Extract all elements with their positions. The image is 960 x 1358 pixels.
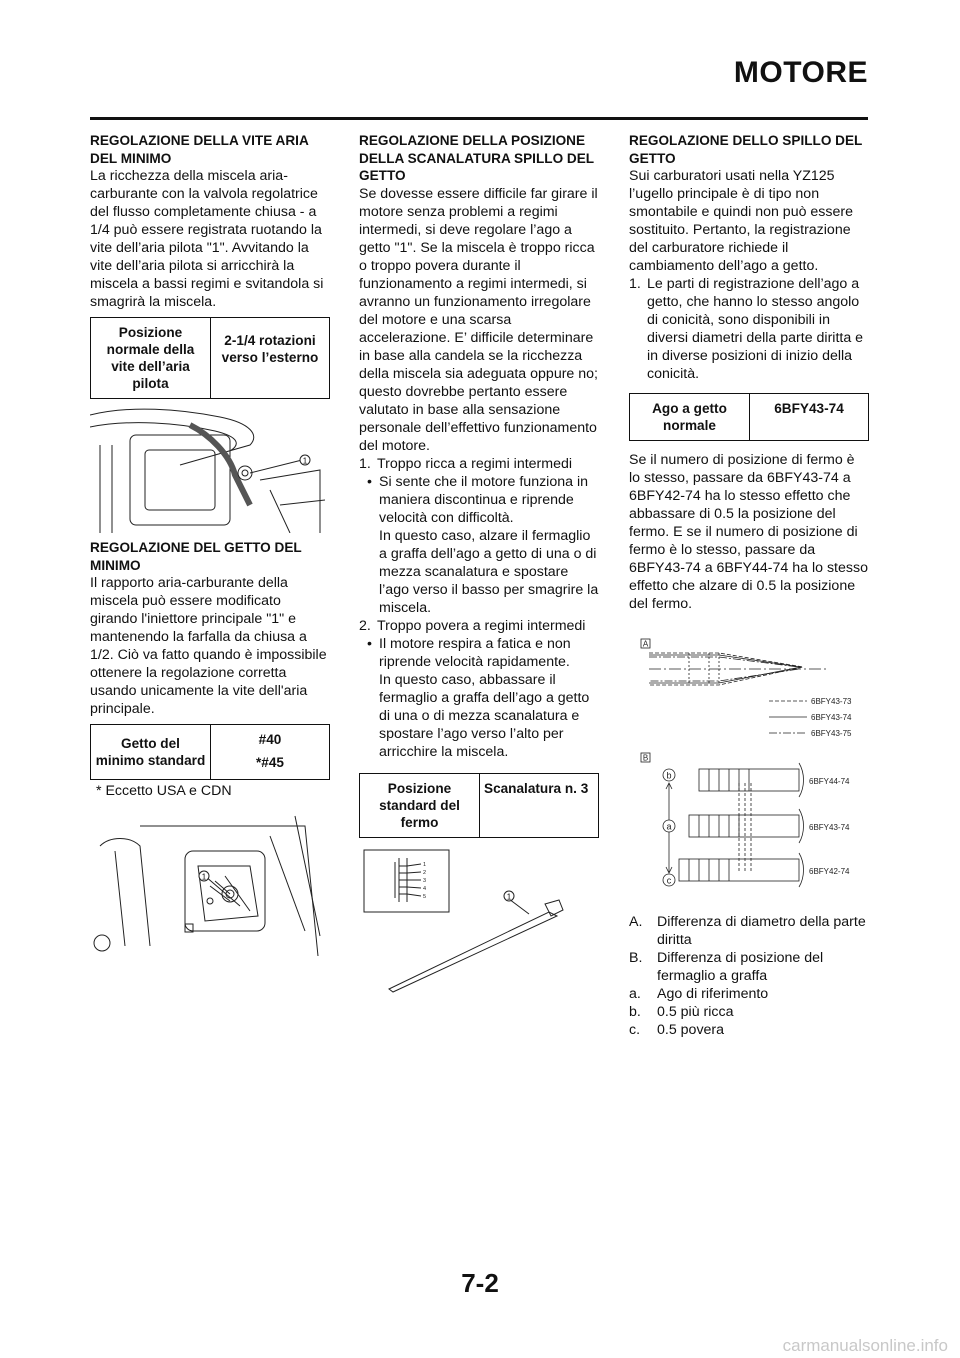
- section-heading-jet-needle-clip: REGOLAZIONE DELLA POSIZIONE DELLA SCANALATURA SPILLO DEL GETTO: [359, 133, 594, 183]
- bullet-icon: •: [367, 635, 372, 652]
- legend-key: c.: [629, 1022, 641, 1038]
- fig-label-a: A: [642, 639, 649, 649]
- section-text-needle-change: Se il numero di posizione di fermo è lo stesso, passare da 6BFY43-74 a 6BFY42-74 ha lo stesso effetto che abbassare di 0.5 la posizione del fermo. E se il numero di posizione di fermo è lo stesso, passare da 6BFY43-74 a 6BFY44-74 ha lo stesso effetto che alzare di 0.5 la posizione del fermo.: [629, 452, 868, 612]
- list-item: [359, 617, 599, 635]
- section-text-pilot-air-screw: La ricchezza della miscela aria-carburante con la valvola regolatrice del flusso completamente chiusa - a 1/4 può essere registrata ruotando la vite dell’aria pilota "1". Avvitando la vite dell’aria pilota si arricchirà la miscela a bassi regimi e svitandola si smagrirà la miscela.: [90, 168, 324, 310]
- watermark[interactable]: carmanualsonline.info: [782, 1336, 948, 1355]
- notch-label: 1: [423, 861, 427, 868]
- figure-legend: [629, 913, 869, 1039]
- legend-key: a.: [629, 986, 641, 1002]
- step-text: Le parti di registrazione dell’ago a getto, che hanno lo stesso angolo di conicità, sono disponibili in diversi diametri della parte diritta e in diverse posizioni di inizio della conicità.: [647, 276, 864, 382]
- spec-table-needle-clip: [359, 773, 599, 838]
- step-text: Troppo ricca a regimi intermedi: [377, 455, 573, 472]
- notch-label: 2: [423, 869, 427, 876]
- spec-label: Posizione normale della vite dell’aria pilota: [91, 318, 211, 398]
- bullet-text-line: In questo caso, alzare il fermaglio a graffa dell’ago a getto di una o di mezza scanalatura e spostare l’ago verso il basso per smagrire la miscela.: [379, 527, 599, 616]
- step-text: Troppo povera a regimi intermedi: [377, 617, 586, 634]
- needle-model-label: 6BFY42-74: [809, 867, 850, 876]
- callout-1: 1: [506, 892, 512, 901]
- step-number: 2.: [359, 617, 371, 634]
- pilot-air-screw-illustration: [90, 405, 330, 533]
- page-title: MOTORE: [733, 56, 868, 89]
- bullet-text-line: Si sente che il motore funziona in maniera discontinua e riprende velocità con difficoltà.: [379, 473, 588, 526]
- spec-value: 6BFY43-74: [774, 401, 844, 416]
- pilot-jet-illustration: [90, 806, 330, 956]
- spec-label: Getto del minimo standard: [91, 725, 211, 779]
- spec-label: Ago a getto normale: [630, 394, 750, 440]
- column-2: [359, 132, 599, 1000]
- bullet-text-line: Il motore respira a fatica e non riprende velocità rapidamente.: [379, 635, 571, 670]
- section-heading-pilot-jet: REGOLAZIONE DEL GETTO DEL MINIMO: [90, 540, 302, 573]
- needle-diagram: [629, 633, 869, 903]
- section-text-jet-needle: Sui carburatori usati nella YZ125 l’ugello principale è di tipo non smontabile e quindi non può essere sostituito. Pertanto, la registrazione del carburatore richiede il cambiamento dell’ago a getto.: [629, 168, 854, 274]
- spec-footnote: * Eccetto USA e CDN: [96, 783, 232, 799]
- legend-item: [629, 1003, 869, 1021]
- callout-1: 1: [302, 456, 308, 466]
- notch-label: 5: [423, 893, 427, 900]
- key-label-a: a: [666, 821, 672, 832]
- bullet-text: [379, 635, 599, 761]
- spec-label: Posizione standard del fermo: [360, 774, 480, 837]
- spec-table-jet-needle: [629, 393, 869, 441]
- column-3: [629, 132, 869, 1039]
- spec-value-alternate: *#45: [256, 755, 284, 770]
- page-number: 7-2: [461, 1268, 499, 1298]
- header-rule: [90, 117, 868, 120]
- needle-line-label: 6BFY43-74: [811, 713, 852, 722]
- section-heading-jet-needle: REGOLAZIONE DELLO SPILLO DEL GETTO: [629, 133, 863, 166]
- key-label-b: b: [666, 770, 672, 781]
- legend-text: Ago di riferimento: [657, 986, 769, 1002]
- column-1: [90, 132, 330, 962]
- bullet-text-line: In questo caso, abbassare il fermaglio a graffa dell’ago a getto di una o di mezza scanalatura e spostare l’ago verso l’alto per arricchire la miscela.: [379, 671, 590, 760]
- list-item: [359, 455, 599, 473]
- bullet-text: [379, 473, 599, 617]
- needle-model-label: 6BFY43-74: [809, 823, 850, 832]
- list-item: [629, 275, 869, 383]
- legend-item: [629, 1021, 869, 1039]
- legend-key: A.: [629, 914, 643, 930]
- fig-label-b: B: [642, 753, 649, 763]
- legend-text: Differenza di diametro della parte diritta: [657, 914, 866, 948]
- spec-value: [211, 725, 329, 779]
- needle-model-label: 6BFY44-74: [809, 777, 850, 786]
- legend-key: b.: [629, 1004, 641, 1020]
- needle-line-label: 6BFY43-75: [811, 729, 852, 738]
- notch-label: 3: [423, 877, 427, 884]
- spec-value: Scanalatura n. 3: [484, 780, 589, 796]
- callout-1: 1: [201, 872, 207, 882]
- bullet-item: [359, 635, 599, 761]
- section-text-jet-needle-clip: Se dovesse essere difficile far girare il motore senza problemi a regimi intermedi, si deve regolare l’ago a getto "1". Se la miscela è troppo ricca o troppo povera durante il funzionamento a regimi intermedi, si avranno un funzionamento irregolare del motore e una scarsa accelerazione. E’ difficile determinare in base alla candela se la ricchezza della miscela sia adeguata oppure no; questo dovrebbe pertanto essere valutato in base alla sensazione personale dell’effettivo funzionamento del motore.: [359, 185, 598, 454]
- bullet-item: [359, 473, 599, 617]
- legend-item: [629, 913, 869, 949]
- step-number: 1.: [629, 276, 641, 292]
- legend-text: 0.5 più ricca: [657, 1004, 734, 1020]
- notch-label: 4: [423, 885, 427, 892]
- legend-key: B.: [629, 950, 643, 966]
- legend-text: Differenza di posizione del fermaglio a graffa: [657, 950, 824, 984]
- legend-item: [629, 985, 869, 1003]
- spec-table-pilot-air-screw: [90, 317, 330, 399]
- bullet-icon: •: [367, 473, 372, 490]
- section-text-pilot-jet: Il rapporto aria-carburante della miscela può essere modificato girando l'iniettore principale "1" e mantenendo la farfalla da chiusa a 1/2. Ciò va fatto quando è impossibile ottenere la regolazione corretta usando unicamente la vite dell'aria principale.: [90, 575, 327, 717]
- spec-value-standard: #40: [258, 732, 282, 747]
- legend-item: [629, 949, 869, 985]
- section-heading-pilot-air-screw: REGOLAZIONE DELLA VITE ARIA DEL MINIMO: [90, 133, 309, 166]
- step-number: 1.: [359, 455, 371, 472]
- jet-needle-illustration: [359, 844, 599, 994]
- key-label-c: c: [666, 875, 672, 886]
- legend-text: 0.5 povera: [657, 1022, 725, 1038]
- spec-value: 2-1/4 rotazioni verso l’esterno: [221, 333, 319, 365]
- needle-line-label: 6BFY43-73: [811, 697, 852, 706]
- spec-table-pilot-jet: [90, 724, 330, 780]
